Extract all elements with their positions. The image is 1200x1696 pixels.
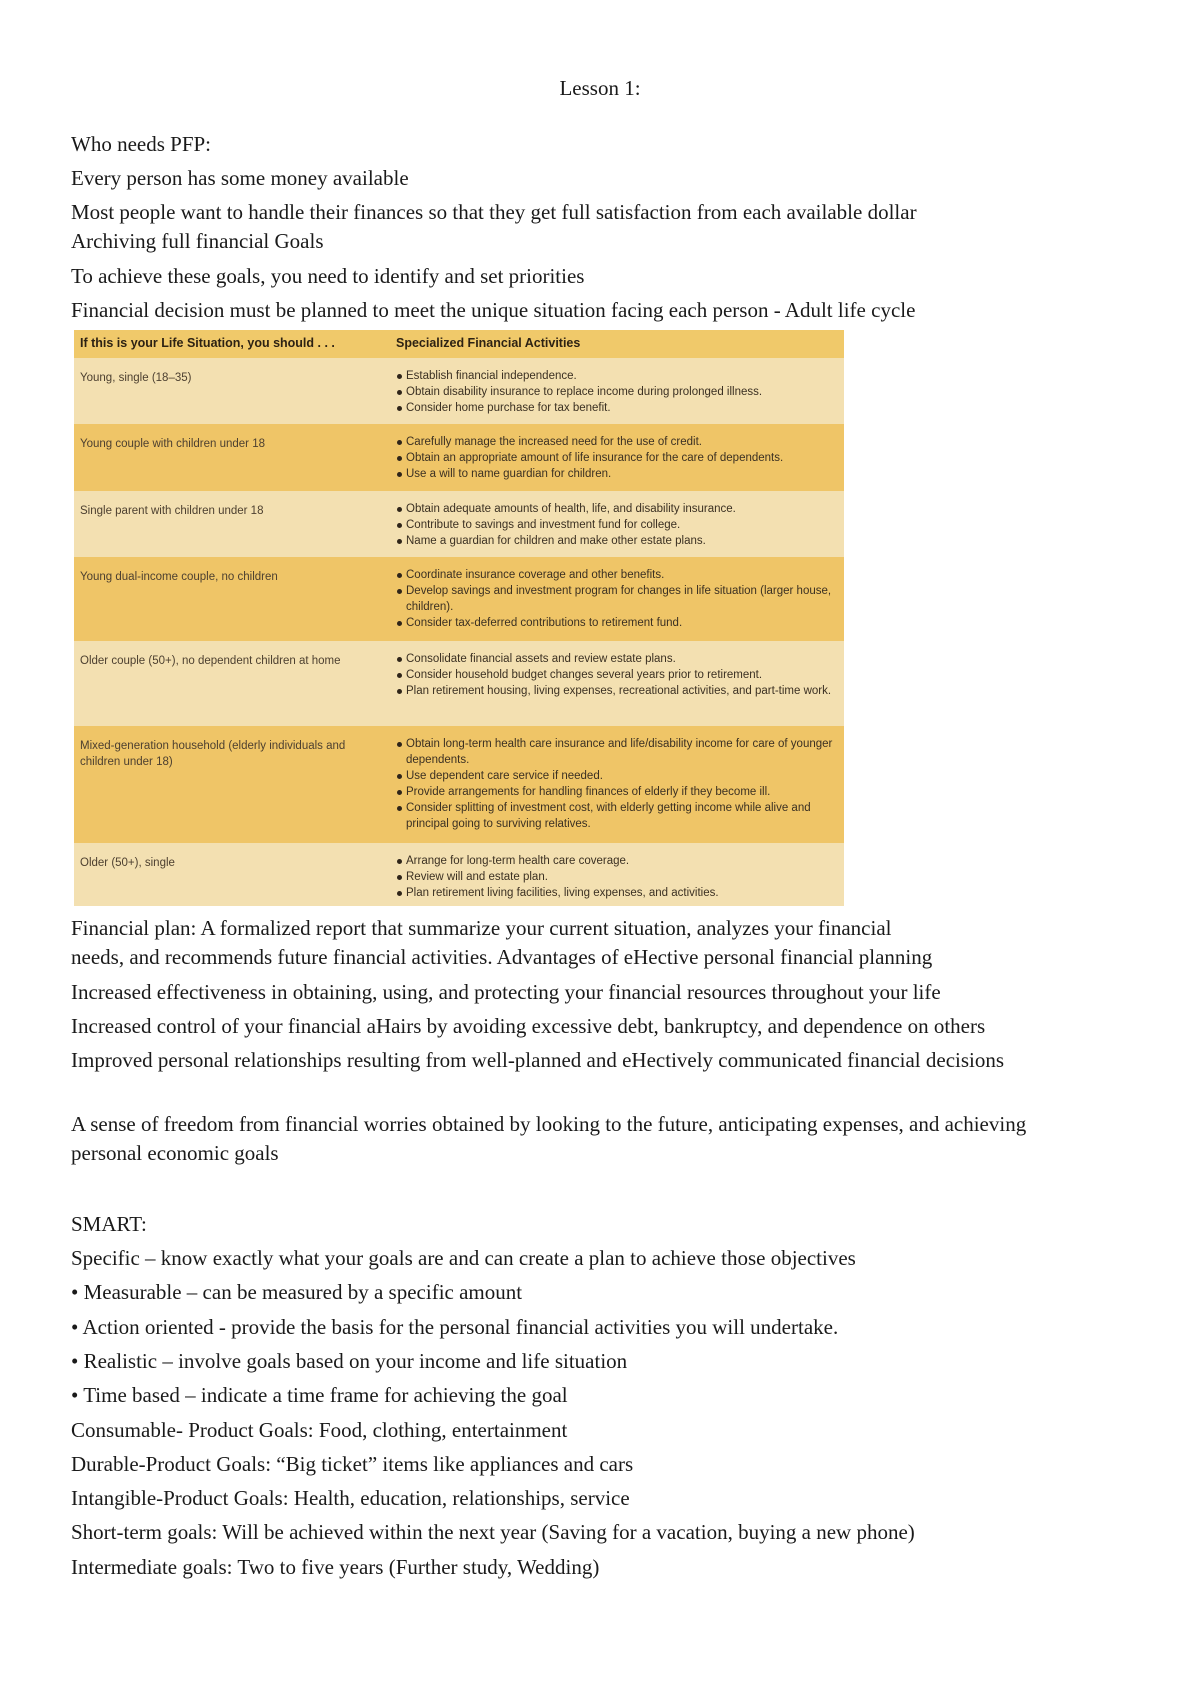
intro-line: Who needs PFP: — [71, 132, 212, 156]
goal-line: Consumable- Product Goals: Food, clothing, entertainment — [71, 1418, 568, 1442]
life-situation-table — [74, 330, 844, 906]
activity-item: Plan retirement living facilities, living expenses, and activities. — [396, 885, 836, 901]
goal-line: Short-term goals: Will be achieved within the next year (Saving for a vacation, buying a new phone) — [71, 1520, 915, 1544]
activity-item: Consider splitting of investment cost, with elderly getting income while alive and principal going to surviving relatives. — [396, 800, 836, 832]
row-situation: Single parent with children under 18 — [80, 505, 264, 517]
smart-line: • Realistic – involve goals based on your income and life situation — [71, 1349, 628, 1373]
row-situation: Young couple with children under 18 — [80, 438, 265, 450]
activity-item: Obtain an appropriate amount of life insurance for the care of dependents. — [396, 450, 836, 466]
activity-item: Obtain long-term health care insurance and life/disability income for care of younger dependents. — [396, 736, 836, 768]
activity-item: Obtain disability insurance to replace income during prolonged illness. — [396, 384, 836, 400]
intro-line: Archiving full financial Goals — [71, 229, 324, 253]
row-situation: Older (50+), single — [80, 857, 175, 869]
row-activities — [396, 368, 836, 416]
table-row — [74, 557, 844, 641]
intro-line: Every person has some money available — [71, 166, 409, 190]
activity-item: Use a will to name guardian for children. — [396, 466, 836, 482]
activity-item: Consider household budget changes several years prior to retirement. — [396, 667, 836, 683]
activity-item: Plan retirement housing, living expenses, recreational activities, and part-time work. — [396, 683, 836, 699]
advantage-line: Increased control of your financial aHairs by avoiding excessive debt, bankruptcy, and dependence on others — [71, 1014, 986, 1038]
table-row — [74, 726, 844, 843]
activity-item: Provide arrangements for handling finances of elderly if they become ill. — [396, 784, 836, 800]
activity-item: Review will and estate plan. — [396, 869, 836, 885]
table-row — [74, 424, 844, 491]
activity-item: Develop savings and investment program for changes in life situation (larger house, children). — [396, 583, 836, 615]
activity-item: Establish financial independence. — [396, 368, 836, 384]
page-title: Lesson 1: — [559, 76, 641, 100]
goal-line: Intangible-Product Goals: Health, education, relationships, service — [71, 1486, 630, 1510]
smart-line: • Time based – indicate a time frame for achieving the goal — [71, 1383, 568, 1407]
plan-line: Financial plan: A formalized report that summarize your current situation, analyzes your financial — [71, 916, 892, 940]
activity-item: Carefully manage the increased need for the use of credit. — [396, 434, 836, 450]
header-activities: Specialized Financial Activities — [396, 336, 581, 350]
row-situation: Older couple (50+), no dependent children at home — [80, 655, 341, 667]
activity-item: Coordinate insurance coverage and other benefits. — [396, 567, 836, 583]
advantage-line: A sense of freedom from financial worries obtained by looking to the future, anticipating expenses, and achieving personal economic goals — [71, 1112, 1027, 1165]
row-activities — [396, 567, 836, 631]
advantage-line: Increased effectiveness in obtaining, using, and protecting your financial resources throughout your life — [71, 980, 941, 1004]
row-situation: Young, single (18–35) — [80, 372, 192, 384]
smart-line: • Action oriented - provide the basis for the personal financial activities you will undertake. — [71, 1315, 839, 1339]
activity-item: Consider home purchase for tax benefit. — [396, 400, 836, 416]
row-situation: Young dual-income couple, no children — [80, 571, 278, 583]
row-situation: Mixed-generation household (elderly individuals and children under 18) — [80, 740, 346, 768]
table-header — [74, 330, 844, 358]
activity-item: Consolidate financial assets and review estate plans. — [396, 651, 836, 667]
row-activities — [396, 434, 836, 482]
smart-line: Specific – know exactly what your goals are and can create a plan to achieve those objectives — [71, 1246, 856, 1270]
row-activities — [396, 736, 836, 832]
intro-line: Most people want to handle their finances so that they get full satisfaction from each available dollar — [71, 200, 917, 224]
row-activities — [396, 501, 836, 549]
activity-item: Arrange for long-term health care coverage. — [396, 853, 836, 869]
activity-item: Contribute to savings and investment fund for college. — [396, 517, 836, 533]
goal-line: Intermediate goals: Two to five years (Further study, Wedding) — [71, 1555, 600, 1579]
smart-heading: SMART: — [71, 1212, 147, 1236]
row-activities — [396, 651, 836, 699]
header-situation: If this is your Life Situation, you should . . . — [80, 336, 335, 350]
table-row — [74, 843, 844, 906]
activity-item: Name a guardian for children and make other estate plans. — [396, 533, 836, 549]
table-row — [74, 641, 844, 726]
goal-line: Durable-Product Goals: “Big ticket” items like appliances and cars — [71, 1452, 634, 1476]
smart-line: • Measurable – can be measured by a specific amount — [71, 1280, 523, 1304]
activity-item: Obtain adequate amounts of health, life, and disability insurance. — [396, 501, 836, 517]
table-row — [74, 358, 844, 424]
table-row — [74, 491, 844, 557]
activity-item: Use dependent care service if needed. — [396, 768, 836, 784]
advantage-line: Improved personal relationships resulting from well-planned and eHectively communicated financial decisions — [71, 1048, 1005, 1072]
row-activities — [396, 853, 836, 901]
intro-line: Financial decision must be planned to meet the unique situation facing each person - Adult life cycle — [71, 298, 916, 322]
intro-line: To achieve these goals, you need to identify and set priorities — [71, 264, 585, 288]
plan-line: needs, and recommends future financial activities. Advantages of eHective personal financial planning — [71, 945, 933, 969]
activity-item: Consider tax-deferred contributions to retirement fund. — [396, 615, 836, 631]
